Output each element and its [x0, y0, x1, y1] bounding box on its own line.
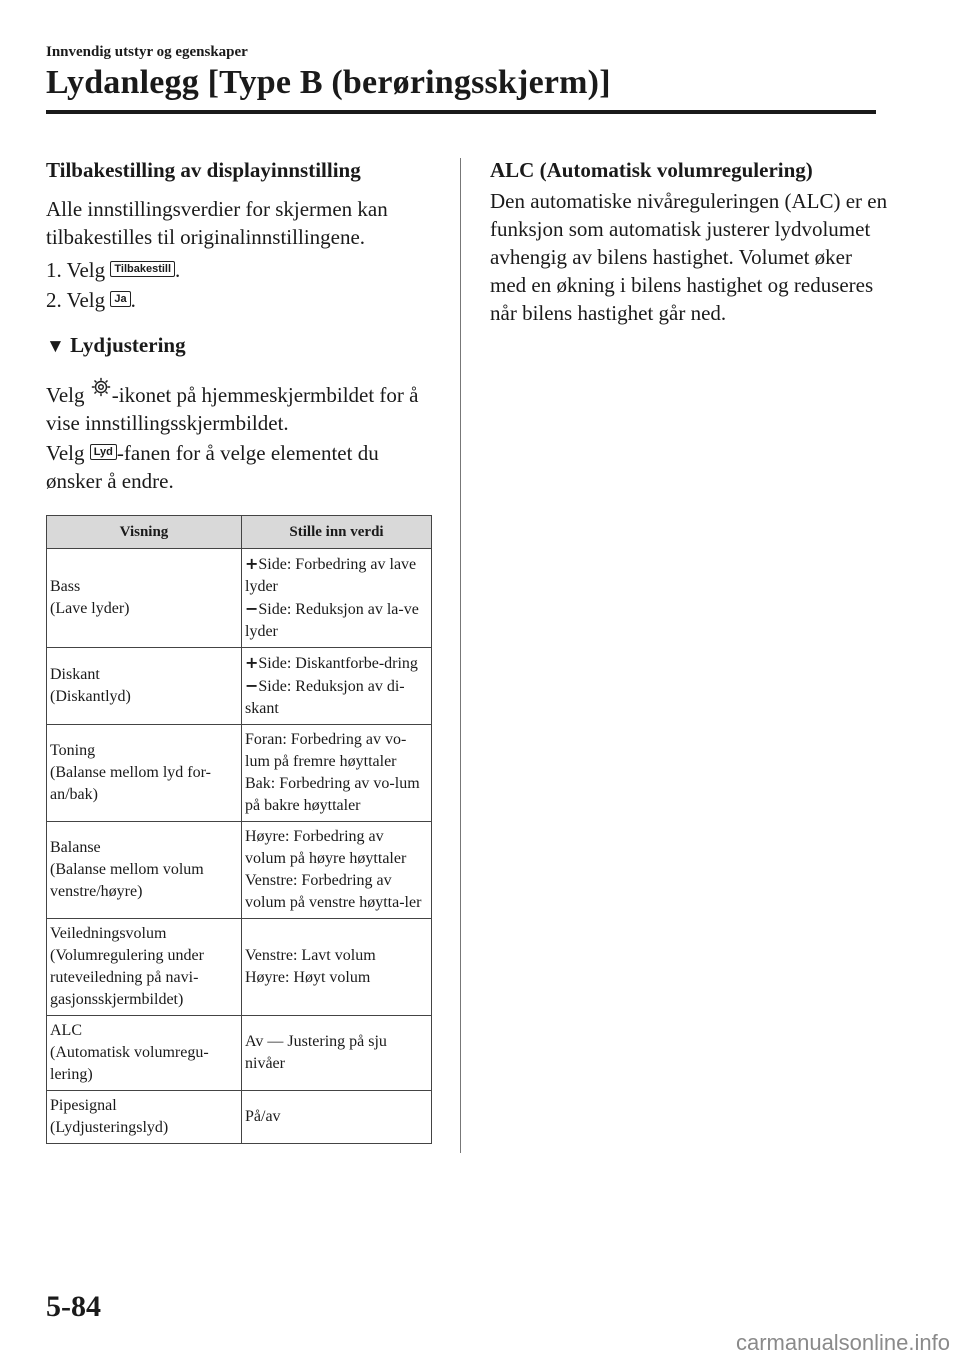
- watermark: carmanualsonline.info: [735, 1330, 950, 1355]
- value-cell: [242, 549, 432, 648]
- display-line: Veiledningsvolum: [50, 925, 167, 942]
- para2-suffix: -fanen for å velge elementet du ønsker å endre.: [46, 441, 379, 493]
- value-text: På/av: [245, 1108, 281, 1125]
- display-cell: [47, 1016, 242, 1091]
- value-cell: [242, 1091, 432, 1144]
- value-text: Side: Reduksjon av la-ve lyder: [245, 601, 419, 640]
- table-row: [47, 725, 432, 822]
- display-line: Bass: [50, 578, 81, 595]
- display-line: (Diskantlyd): [50, 688, 131, 705]
- display-line: Pipesignal: [50, 1097, 117, 1114]
- display-line: (Volumregulering under ruteveiledning på navi-gasjonsskjermbildet): [50, 947, 204, 1008]
- ja-button-image: Ja: [110, 291, 130, 307]
- value-line: [245, 870, 428, 914]
- table-body: [47, 549, 432, 1144]
- minus-icon: −: [245, 676, 259, 695]
- value-cell: [242, 919, 432, 1016]
- value-text: Side: Reduksjon av di-skant: [245, 678, 405, 717]
- display-line: Toning: [50, 742, 96, 759]
- table-header-value: Stille inn verdi: [242, 516, 432, 549]
- step-1-prefix: 1. Velg: [46, 258, 106, 282]
- display-cell: [47, 1091, 242, 1144]
- right-column: [490, 158, 890, 327]
- value-text: Bak: Forbedring av vo-lum på bakre høyttaler: [245, 775, 420, 814]
- step-1: [46, 255, 436, 285]
- table-row: [47, 549, 432, 648]
- display-cell: [47, 549, 242, 648]
- sound-settings-table: [46, 515, 432, 1144]
- alc-paragraph: Den automatiske nivåreguleringen (ALC) er en funksjon som automatisk justerer lydvolumet avhengig av bilens hastighet. Volumet øker med en økning i bilens hastighet og reduseres når bilens hastighet går ned.: [490, 189, 888, 325]
- title-rule: [46, 110, 876, 114]
- triangle-marker-icon: ▼: [46, 336, 65, 357]
- value-line: [245, 773, 428, 817]
- table-row: [47, 1091, 432, 1144]
- value-line: [245, 598, 428, 643]
- table-row: [47, 822, 432, 919]
- table-row: [47, 1016, 432, 1091]
- tab-paragraph: [46, 439, 436, 495]
- value-line: [245, 652, 428, 675]
- step-1-suffix: .: [175, 258, 181, 282]
- display-line: (Balanse mellom lyd for-an/bak): [50, 764, 211, 803]
- value-line: [245, 945, 428, 967]
- reset-paragraph: Alle innstillingsverdier for skjermen kan tilbakestilles til originalinnstillingene.: [46, 197, 388, 249]
- column-divider: [460, 158, 461, 1153]
- gear-icon: [90, 376, 112, 398]
- value-text: Høyre: Forbedring av volum på høyre høyttaler: [245, 828, 407, 867]
- value-cell: [242, 822, 432, 919]
- display-line: (Automatisk volumregu-lering): [50, 1044, 209, 1083]
- table-row: [47, 919, 432, 1016]
- para2-prefix: Velg: [46, 441, 85, 465]
- value-line: [245, 1106, 428, 1128]
- display-line: (Lave lyder): [50, 600, 130, 617]
- minus-icon: −: [245, 599, 259, 618]
- value-text: Foran: Forbedring av vo-lum på fremre høyttaler: [245, 731, 407, 770]
- display-cell: [47, 725, 242, 822]
- value-line: [245, 826, 428, 870]
- alc-heading: ALC (Automatisk volumregulering): [490, 158, 813, 182]
- value-cell: [242, 725, 432, 822]
- value-line: [245, 967, 428, 989]
- value-line: [245, 675, 428, 720]
- table-header-display: Visning: [47, 516, 242, 549]
- value-text: Venstre: Lavt volum: [245, 947, 376, 964]
- para1-prefix: Velg: [46, 383, 85, 407]
- value-cell: [242, 648, 432, 725]
- value-line: [245, 553, 428, 598]
- sound-adjustment-heading: [46, 333, 436, 358]
- value-text: Høyre: Høyt volum: [245, 969, 371, 986]
- plus-icon: +: [245, 653, 259, 672]
- display-cell: [47, 648, 242, 725]
- section-label: Innvendig utstyr og egenskaper: [46, 44, 248, 60]
- step-2-suffix: .: [130, 288, 136, 312]
- value-line: [245, 729, 428, 773]
- tilbakestill-button-image: Tilbakestill: [110, 261, 175, 277]
- left-column: [46, 158, 436, 1144]
- display-line: ALC: [50, 1022, 82, 1039]
- value-text: Venstre: Forbedring av volum på venstre høytta-ler: [245, 872, 422, 911]
- step-2: [46, 285, 436, 315]
- display-line: Balanse: [50, 839, 101, 856]
- display-line: (Balanse mellom volum venstre/høyre): [50, 861, 204, 900]
- step-2-prefix: 2. Velg: [46, 288, 106, 312]
- display-line: Diskant: [50, 666, 100, 683]
- page-number: 5-84: [46, 1290, 101, 1323]
- value-text: Side: Forbedring av lave lyder: [245, 556, 417, 595]
- plus-icon: +: [245, 554, 259, 573]
- lyd-tab-image: Lyd: [90, 444, 117, 460]
- value-line: [245, 1031, 428, 1075]
- display-cell: [47, 822, 242, 919]
- table-row: [47, 648, 432, 725]
- sound-adjustment-heading-text: Lydjustering: [70, 333, 186, 357]
- value-text: Side: Diskantforbe-dring: [258, 655, 418, 672]
- reset-heading: Tilbakestilling av displayinnstilling: [46, 158, 361, 182]
- page-title: Lydanlegg [Type B (berøringsskjerm)]: [46, 64, 611, 101]
- settings-paragraph: [46, 376, 436, 437]
- para1-suffix: -ikonet på hjemmeskjermbildet for å vise innstillingsskjermbildet.: [46, 383, 419, 435]
- table-header-row: [47, 516, 432, 549]
- value-text: Av — Justering på sju nivåer: [245, 1033, 387, 1072]
- display-line: (Lydjusteringslyd): [50, 1119, 169, 1136]
- value-cell: [242, 1016, 432, 1091]
- display-cell: [47, 919, 242, 1016]
